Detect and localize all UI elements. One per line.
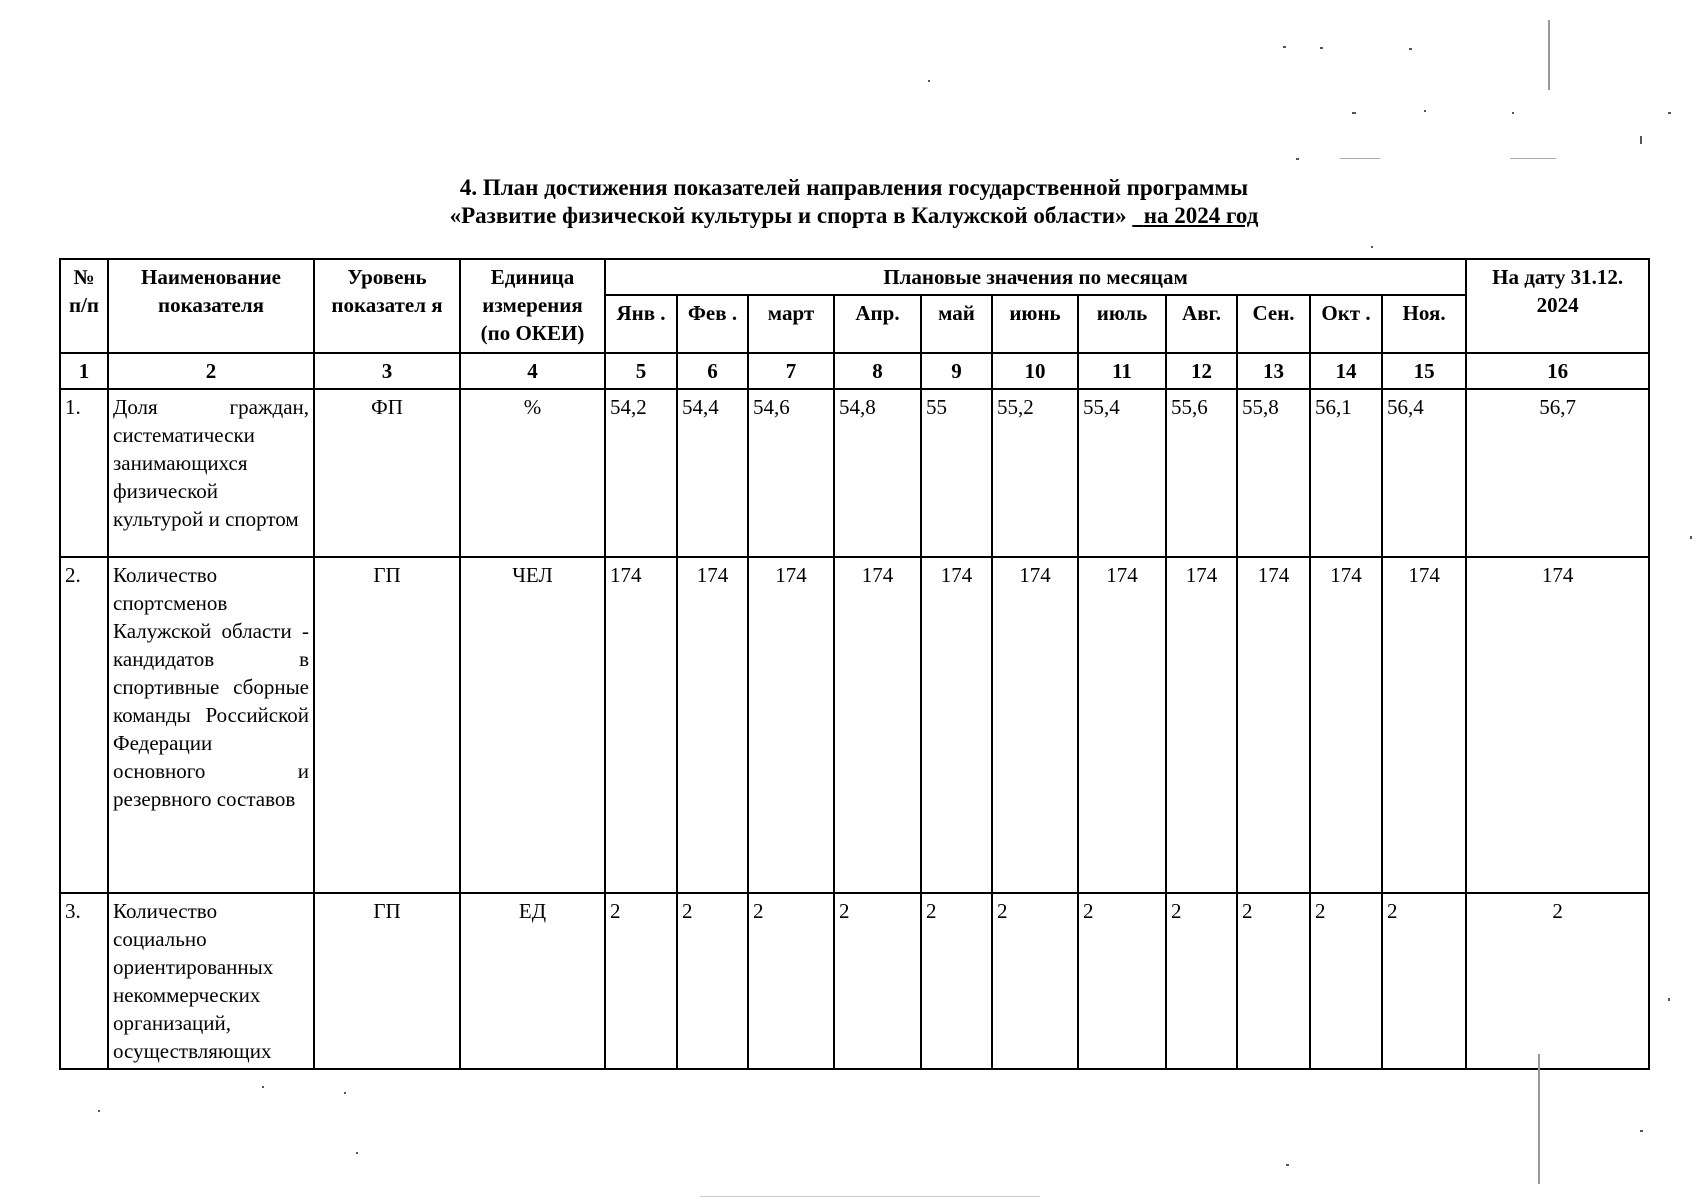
month-value: 2 — [1166, 893, 1237, 1069]
column-number: 5 — [605, 353, 677, 389]
month-value: 174 — [992, 557, 1078, 893]
header-unit: Единица измерения (по ОКЕИ) — [460, 259, 605, 353]
indicator-name: Доля граждан, систематически занимающихся физической культурой и спортом — [108, 389, 314, 557]
row-number: 2. — [60, 557, 108, 893]
scan-speck — [262, 1086, 264, 1088]
header-month: июнь — [992, 295, 1078, 353]
month-value: 174 — [834, 557, 921, 893]
column-number: 13 — [1237, 353, 1310, 389]
header-month: Авг. — [1166, 295, 1237, 353]
title-year — [1132, 203, 1258, 228]
scan-speck — [1512, 112, 1514, 114]
column-number: 2 — [108, 353, 314, 389]
column-number: 10 — [992, 353, 1078, 389]
scan-speck — [1640, 1130, 1643, 1132]
month-value: 174 — [677, 557, 748, 893]
header-month: март — [748, 295, 834, 353]
month-value: 174 — [605, 557, 677, 893]
scan-speck — [1690, 536, 1692, 539]
column-number: 16 — [1466, 353, 1649, 389]
title-line-2 — [0, 202, 1708, 230]
scan-speck — [1668, 998, 1670, 1001]
month-value: 174 — [1310, 557, 1382, 893]
scan-speck — [928, 80, 930, 82]
month-value: 55 — [921, 389, 992, 557]
month-value: 174 — [1078, 557, 1166, 893]
month-value: 54,8 — [834, 389, 921, 557]
scan-speck — [1340, 158, 1380, 159]
column-number: 7 — [748, 353, 834, 389]
header-month: июль — [1078, 295, 1166, 353]
indicator-unit: ЕД — [460, 893, 605, 1069]
header-name: Наименование показателя — [108, 259, 314, 353]
row-number: 3. — [60, 893, 108, 1069]
month-value: 56,4 — [1382, 389, 1466, 557]
title-year-text: на 2024 год — [1143, 203, 1259, 228]
month-value: 174 — [1237, 557, 1310, 893]
column-number: 12 — [1166, 353, 1237, 389]
column-number: 9 — [921, 353, 992, 389]
scan-speck — [98, 1110, 100, 1112]
title-program-name: «Развитие физической культуры и спорта в Калужской области» — [449, 203, 1127, 228]
header-month: Янв . — [605, 295, 677, 353]
header-month: Апр. — [834, 295, 921, 353]
scan-speck — [1286, 1164, 1289, 1166]
column-number: 4 — [460, 353, 605, 389]
title-line-1: 4. План достижения показателей направления государственной программы — [459, 175, 1249, 200]
indicator-unit: ЧЕЛ — [460, 557, 605, 893]
indicator-name: Количество спортсменов Калужской области - кандидатов в спортивные сборные команды Российской Федерации основного и резервного составов — [108, 557, 314, 893]
table-row — [60, 893, 1649, 1069]
column-number: 11 — [1078, 353, 1166, 389]
header-month: Фев . — [677, 295, 748, 353]
month-value: 174 — [748, 557, 834, 893]
column-number: 6 — [677, 353, 748, 389]
scan-speck — [1640, 136, 1642, 144]
document-title — [0, 174, 1708, 230]
scan-speck — [1424, 110, 1426, 112]
column-number: 3 — [314, 353, 460, 389]
indicator-unit: % — [460, 389, 605, 557]
month-value: 2 — [1382, 893, 1466, 1069]
month-value: 54,2 — [605, 389, 677, 557]
indicators-plan-table — [59, 258, 1650, 1070]
column-number: 8 — [834, 353, 921, 389]
month-value: 2 — [677, 893, 748, 1069]
header-month: май — [921, 295, 992, 353]
header-num: № п/п — [60, 259, 108, 353]
year-end-value: 174 — [1466, 557, 1649, 893]
month-value: 55,8 — [1237, 389, 1310, 557]
month-value: 54,4 — [677, 389, 748, 557]
header-month: Сен. — [1237, 295, 1310, 353]
indicator-level: ГП — [314, 893, 460, 1069]
scan-speck — [1296, 158, 1299, 160]
scan-speck — [1510, 158, 1556, 159]
scan-speck — [344, 1092, 346, 1094]
table-row — [60, 389, 1649, 557]
indicator-name: Количество социально ориентированных некоммерческих организаций, осуществляющих — [108, 893, 314, 1069]
header-row-top — [60, 259, 1649, 295]
indicator-level: ФП — [314, 389, 460, 557]
year-end-value: 56,7 — [1466, 389, 1649, 557]
scan-speck — [1352, 112, 1356, 114]
month-value: 56,1 — [1310, 389, 1382, 557]
header-date: На дату 31.12. 2024 — [1466, 259, 1649, 353]
month-value: 2 — [921, 893, 992, 1069]
month-value: 54,6 — [748, 389, 834, 557]
column-number: 1 — [60, 353, 108, 389]
month-value: 55,2 — [992, 389, 1078, 557]
month-value: 2 — [992, 893, 1078, 1069]
month-value: 2 — [834, 893, 921, 1069]
scan-speck — [1283, 46, 1286, 48]
header-months-group: Плановые значения по месяцам — [605, 259, 1466, 295]
header-month: Ноя. — [1382, 295, 1466, 353]
month-value: 2 — [605, 893, 677, 1069]
month-value: 55,4 — [1078, 389, 1166, 557]
scan-speck — [1548, 20, 1550, 90]
month-value: 2 — [748, 893, 834, 1069]
row-number: 1. — [60, 389, 108, 557]
scan-speck — [1538, 1054, 1540, 1184]
scan-speck — [1668, 112, 1671, 114]
month-value: 55,6 — [1166, 389, 1237, 557]
scan-speck — [356, 1152, 358, 1154]
month-value: 174 — [1166, 557, 1237, 893]
column-number-row — [60, 353, 1649, 389]
month-value: 2 — [1078, 893, 1166, 1069]
scan-speck — [1409, 48, 1412, 50]
column-number: 15 — [1382, 353, 1466, 389]
scan-speck — [700, 1196, 1040, 1197]
year-end-value: 2 — [1466, 893, 1649, 1069]
header-month: Окт . — [1310, 295, 1382, 353]
month-value: 174 — [1382, 557, 1466, 893]
header-level: Уровень показател я — [314, 259, 460, 353]
month-value: 2 — [1237, 893, 1310, 1069]
month-value: 2 — [1310, 893, 1382, 1069]
indicator-level: ГП — [314, 557, 460, 893]
month-value: 174 — [921, 557, 992, 893]
column-number: 14 — [1310, 353, 1382, 389]
scan-speck — [1371, 246, 1373, 248]
table-row — [60, 557, 1649, 893]
scan-speck — [1320, 47, 1323, 49]
